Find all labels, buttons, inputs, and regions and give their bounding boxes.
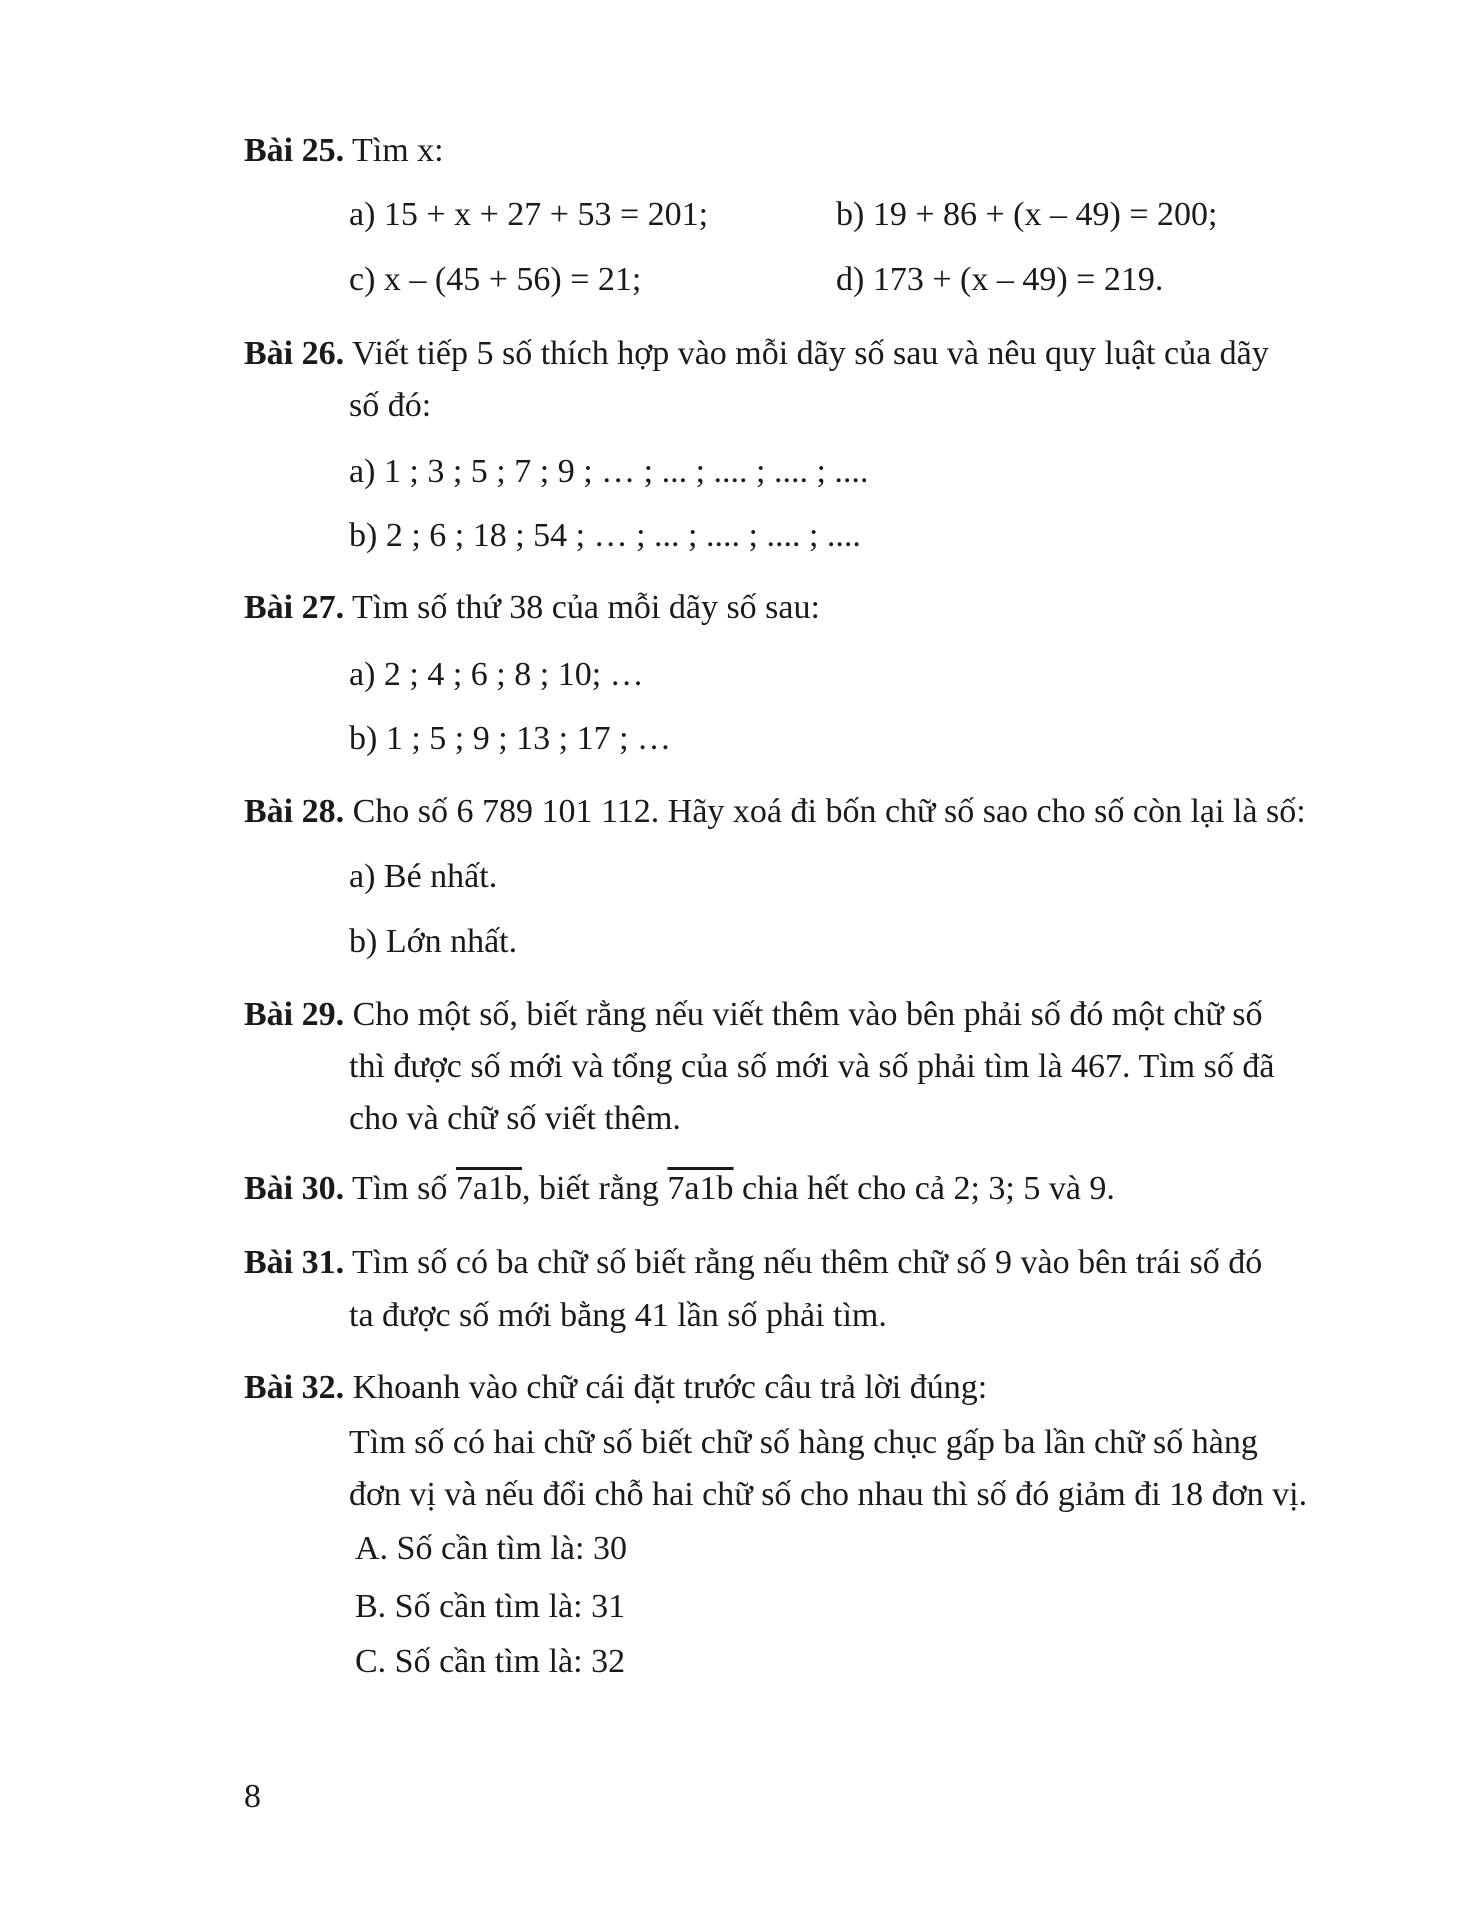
problem-26-a: a) 1 ; 3 ; 5 ; 7 ; 9 ; … ; ... ; .... ; .... ; .... — [349, 453, 869, 490]
problem-text: Tìm số — [352, 1170, 448, 1207]
problem-25-b: b) 19 + 86 + (x – 49) = 200; — [836, 196, 1218, 233]
problem-label: Bài 27. — [244, 589, 345, 626]
problem-28-heading — [244, 795, 1306, 829]
problem-32-heading — [244, 1371, 987, 1405]
problem-32-question: Tìm số có hai chữ số biết chữ số hàng chục gấp ba lần chữ số hàng — [349, 1424, 1258, 1461]
problem-27-b: b) 1 ; 5 ; 9 ; 13 ; 17 ; … — [349, 720, 672, 757]
problem-26-text-cont: số đó: — [349, 387, 432, 424]
problem-text: Cho một số, biết rằng nếu viết thêm vào bên phải số đó một chữ số — [352, 996, 1263, 1033]
problem-31-heading — [244, 1246, 1262, 1280]
problem-27-a: a) 2 ; 4 ; 6 ; 8 ; 10; … — [349, 656, 644, 693]
problem-25-c: c) x – (45 + 56) = 21; — [349, 261, 642, 298]
answer-option-b: B. Số cần tìm là: 31 — [355, 1588, 626, 1625]
problem-text: Tìm số có ba chữ số biết rằng nếu thêm chữ số 9 vào bên trái số đó — [352, 1244, 1263, 1281]
problem-30-heading — [244, 1172, 1115, 1206]
problem-27-heading — [244, 591, 820, 625]
problem-label: Bài 28. — [244, 793, 345, 830]
problem-label: Bài 32. — [244, 1369, 345, 1406]
problem-29-text-cont: thì được số mới và tổng của số mới và số phải tìm là 467. Tìm số đã — [349, 1048, 1275, 1085]
problem-31-text-cont: ta được số mới bằng 41 lần số phải tìm. — [349, 1297, 887, 1334]
page-number: 8 — [244, 1778, 261, 1815]
problem-28-a: a) Bé nhất. — [349, 858, 498, 895]
problem-label: Bài 30. — [244, 1170, 345, 1207]
problem-label: Bài 29. — [244, 996, 345, 1033]
overlined-number: 7a1b — [455, 1170, 523, 1207]
problem-text: Khoanh vào chữ cái đặt trước câu trả lời đúng: — [352, 1369, 988, 1406]
overlined-number: 7a1b — [667, 1170, 734, 1207]
problem-25-d: d) 173 + (x – 49) = 219. — [836, 261, 1164, 298]
problem-text: Tìm x: — [352, 132, 444, 169]
problem-text: Tìm số thứ 38 của mỗi dãy số sau: — [352, 589, 820, 626]
problem-25-a: a) 15 + x + 27 + 53 = 201; — [349, 196, 709, 233]
answer-option-c: C. Số cần tìm là: 32 — [355, 1643, 626, 1680]
problem-25-heading — [244, 134, 444, 168]
answer-option-a: A. Số cần tìm là: 30 — [355, 1530, 627, 1567]
problem-29-text-cont: cho và chữ số viết thêm. — [349, 1100, 681, 1137]
problem-text: , biết rằng — [522, 1170, 659, 1207]
problem-text: Cho số 6 789 101 112. Hãy xoá đi bốn chữ số sao cho số còn lại là số: — [352, 793, 1306, 830]
problem-26-heading — [244, 337, 1269, 371]
problem-text: Viết tiếp 5 số thích hợp vào mỗi dãy số sau và nêu quy luật của dãy — [352, 335, 1269, 372]
problem-28-b: b) Lớn nhất. — [349, 923, 518, 960]
problem-32-question: đơn vị và nếu đổi chỗ hai chữ số cho nhau thì số đó giảm đi 18 đơn vị. — [349, 1476, 1308, 1513]
problem-26-b: b) 2 ; 6 ; 18 ; 54 ; … ; ... ; .... ; .... ; .... — [349, 517, 861, 554]
problem-text: chia hết cho cả 2; 3; 5 và 9. — [742, 1170, 1115, 1207]
problem-label: Bài 31. — [244, 1244, 345, 1281]
problem-29-heading — [244, 998, 1262, 1032]
problem-label: Bài 26. — [244, 335, 345, 372]
problem-label: Bài 25. — [244, 132, 345, 169]
